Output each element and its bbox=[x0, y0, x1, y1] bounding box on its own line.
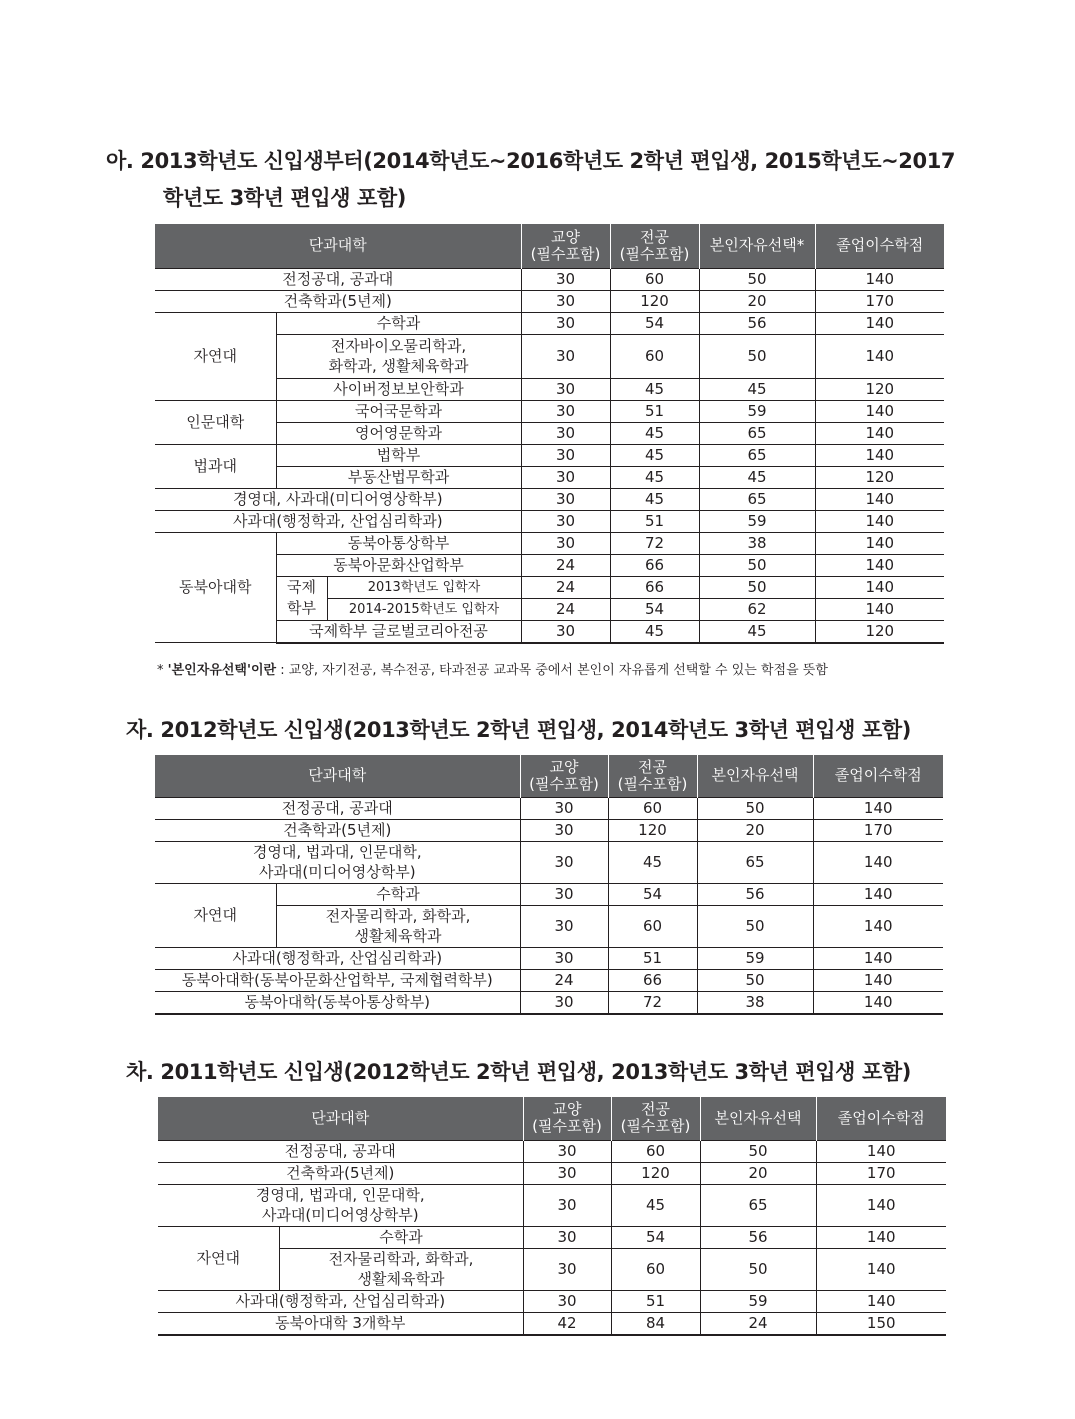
header-college: 단과대학 bbox=[158, 1097, 523, 1140]
table-row bbox=[155, 797, 943, 819]
footnote-marker: * bbox=[157, 663, 164, 678]
major-credits: 51 bbox=[611, 1290, 700, 1312]
free-credits: 50 bbox=[700, 1248, 816, 1290]
row-name: 전정공대, 공과대 bbox=[155, 797, 520, 819]
row-name: 부동산법무학과 bbox=[276, 466, 521, 488]
major-credits: 66 bbox=[610, 554, 699, 576]
row-name: 법학부 bbox=[276, 444, 521, 466]
row-name-l1: 전자물리학과, 화학과, bbox=[328, 1250, 474, 1268]
header-general-l2: (필수포함) bbox=[529, 774, 599, 793]
free-credits: 62 bbox=[699, 598, 815, 620]
general-credits: 30 bbox=[521, 312, 610, 334]
free-credits: 50 bbox=[699, 334, 815, 378]
header-major-l2: (필수포함) bbox=[619, 244, 690, 263]
total-credits: 140 bbox=[815, 444, 944, 466]
free-credits: 65 bbox=[699, 444, 815, 466]
header-free: 본인자유선택 bbox=[700, 1097, 816, 1140]
header-major-l1: 전공 bbox=[640, 227, 669, 246]
row-name: 수학과 bbox=[276, 883, 520, 905]
major-credits: 120 bbox=[611, 1162, 700, 1184]
total-credits: 140 bbox=[815, 576, 944, 598]
table-row bbox=[155, 290, 944, 312]
major-credits: 60 bbox=[608, 905, 697, 947]
group-name: 인문대학 bbox=[155, 400, 276, 444]
general-credits: 30 bbox=[520, 905, 608, 947]
header-general bbox=[521, 224, 610, 268]
header-general bbox=[523, 1097, 611, 1140]
section-a-title-line2: 학년도 3학년 편입생 포함) bbox=[163, 186, 407, 210]
row-name: 국어국문학과 bbox=[276, 400, 521, 422]
general-credits: 30 bbox=[523, 1290, 611, 1312]
row-name: 동북아통상학부 bbox=[276, 532, 521, 554]
general-credits: 24 bbox=[521, 598, 610, 620]
row-name: 수학과 bbox=[279, 1226, 523, 1248]
major-credits: 51 bbox=[610, 400, 699, 422]
row-name: 경영대, 사과대(미디어영상학부) bbox=[155, 488, 521, 510]
free-credits: 65 bbox=[699, 422, 815, 444]
general-credits: 30 bbox=[520, 883, 608, 905]
major-credits: 45 bbox=[610, 620, 699, 643]
general-credits: 30 bbox=[521, 620, 610, 643]
major-credits: 72 bbox=[610, 532, 699, 554]
header-row bbox=[155, 755, 943, 797]
general-credits: 30 bbox=[520, 819, 608, 841]
header-general bbox=[520, 755, 608, 797]
major-credits: 45 bbox=[610, 444, 699, 466]
header-general-l2: (필수포함) bbox=[532, 1117, 602, 1136]
row-name: 전정공대, 공과대 bbox=[158, 1140, 523, 1162]
total-credits: 140 bbox=[813, 883, 943, 905]
major-credits: 45 bbox=[611, 1184, 700, 1226]
row-name-l1: 전자바이오물리학과, bbox=[330, 337, 467, 355]
row-name-l2: 생활체육학과 bbox=[357, 1270, 445, 1288]
subgroup-name-l1: 국제 bbox=[276, 576, 327, 598]
general-credits: 30 bbox=[523, 1162, 611, 1184]
total-credits: 140 bbox=[815, 400, 944, 422]
group-name: 자연대 bbox=[158, 1226, 279, 1290]
total-credits: 140 bbox=[813, 905, 943, 947]
general-credits: 30 bbox=[521, 334, 610, 378]
table-row bbox=[158, 1140, 946, 1162]
free-credits: 56 bbox=[697, 883, 813, 905]
free-credits: 56 bbox=[699, 312, 815, 334]
major-credits: 45 bbox=[610, 422, 699, 444]
row-name: 동북아문화산업학부 bbox=[276, 554, 521, 576]
row-name-l2: 화학과, 생활체육학과 bbox=[328, 357, 469, 375]
row-name-l2: 사과대(미디어영상학부) bbox=[261, 1206, 419, 1224]
major-credits: 120 bbox=[610, 290, 699, 312]
total-credits: 140 bbox=[816, 1248, 946, 1290]
row-name: 전정공대, 공과대 bbox=[155, 268, 521, 290]
group-name: 동북아대학 bbox=[155, 532, 276, 643]
table-row bbox=[158, 1226, 946, 1248]
table-row bbox=[155, 510, 944, 532]
general-credits: 30 bbox=[521, 422, 610, 444]
free-credits: 20 bbox=[700, 1162, 816, 1184]
row-name-l1: 전자물리학과, 화학과, bbox=[325, 907, 471, 925]
general-credits: 30 bbox=[521, 378, 610, 400]
free-credits: 50 bbox=[697, 969, 813, 991]
credit-table-2011 bbox=[158, 1097, 946, 1336]
header-total: 졸업이수학점 bbox=[815, 224, 944, 268]
general-credits: 24 bbox=[520, 969, 608, 991]
total-credits: 140 bbox=[816, 1184, 946, 1226]
group-name: 법과대 bbox=[155, 444, 276, 488]
header-major bbox=[610, 224, 699, 268]
header-total: 졸업이수학점 bbox=[816, 1097, 946, 1140]
major-credits: 60 bbox=[610, 334, 699, 378]
row-name: 국제학부 글로벌코리아전공 bbox=[276, 620, 521, 643]
table-row bbox=[155, 947, 943, 969]
row-name: 2013학년도 입학자 bbox=[327, 576, 521, 598]
total-credits: 140 bbox=[815, 554, 944, 576]
header-row bbox=[158, 1097, 946, 1140]
general-credits: 24 bbox=[521, 576, 610, 598]
major-credits: 51 bbox=[610, 510, 699, 532]
total-credits: 140 bbox=[815, 510, 944, 532]
free-credits: 59 bbox=[699, 510, 815, 532]
major-credits: 66 bbox=[608, 969, 697, 991]
total-credits: 140 bbox=[813, 969, 943, 991]
footnote-term: '본인자유선택'이란 bbox=[167, 663, 277, 678]
total-credits: 150 bbox=[816, 1312, 946, 1335]
major-credits: 60 bbox=[611, 1140, 700, 1162]
free-credits: 24 bbox=[700, 1312, 816, 1335]
table-row bbox=[155, 841, 943, 883]
free-credits: 45 bbox=[699, 466, 815, 488]
major-credits: 45 bbox=[610, 488, 699, 510]
header-college: 단과대학 bbox=[155, 755, 520, 797]
general-credits: 30 bbox=[521, 268, 610, 290]
major-credits: 45 bbox=[610, 378, 699, 400]
table-row bbox=[158, 1162, 946, 1184]
free-credits: 65 bbox=[697, 841, 813, 883]
major-credits: 45 bbox=[608, 841, 697, 883]
row-name: 동북아대학(동북아문화산업학부, 국제협력학부) bbox=[155, 969, 520, 991]
row-name bbox=[276, 334, 521, 378]
total-credits: 140 bbox=[813, 991, 943, 1014]
free-credits: 50 bbox=[697, 905, 813, 947]
section-c-title: 차. 2011학년도 신입생(2012학년도 2학년 편입생, 2013학년도 3학년 편입생 포함) bbox=[126, 1060, 911, 1084]
general-credits: 30 bbox=[520, 947, 608, 969]
free-credits: 65 bbox=[700, 1184, 816, 1226]
subgroup-name-l2: 학부 bbox=[276, 598, 327, 620]
group-name: 자연대 bbox=[155, 883, 276, 947]
general-credits: 42 bbox=[523, 1312, 611, 1335]
general-credits: 30 bbox=[520, 797, 608, 819]
table-row bbox=[155, 312, 944, 334]
free-credits: 50 bbox=[699, 576, 815, 598]
header-free: 본인자유선택* bbox=[699, 224, 815, 268]
free-credits: 38 bbox=[699, 532, 815, 554]
free-credits: 50 bbox=[699, 268, 815, 290]
footnote-text: : 교양, 자기전공, 복수전공, 타과전공 교과목 중에서 본인이 자유롭게 선택할 수 있는 학점을 뜻함 bbox=[280, 663, 828, 678]
general-credits: 30 bbox=[523, 1184, 611, 1226]
row-name: 건축학과(5년제) bbox=[158, 1162, 523, 1184]
header-major-l1: 전공 bbox=[641, 1100, 670, 1119]
header-major bbox=[608, 755, 697, 797]
row-name: 2014-2015학년도 입학자 bbox=[327, 598, 521, 620]
major-credits: 72 bbox=[608, 991, 697, 1014]
table-row bbox=[155, 532, 944, 554]
general-credits: 24 bbox=[521, 554, 610, 576]
free-credits: 59 bbox=[697, 947, 813, 969]
free-credits: 59 bbox=[700, 1290, 816, 1312]
general-credits: 30 bbox=[523, 1226, 611, 1248]
row-name-l2: 생활체육학과 bbox=[354, 927, 442, 945]
total-credits: 140 bbox=[815, 268, 944, 290]
credit-table-2012 bbox=[155, 755, 943, 1015]
row-name: 사이버정보보안학과 bbox=[276, 378, 521, 400]
table-row bbox=[155, 883, 943, 905]
major-credits: 60 bbox=[610, 268, 699, 290]
general-credits: 30 bbox=[521, 510, 610, 532]
header-total: 졸업이수학점 bbox=[813, 755, 943, 797]
free-credits: 45 bbox=[699, 620, 815, 643]
total-credits: 170 bbox=[813, 819, 943, 841]
general-credits: 30 bbox=[520, 841, 608, 883]
header-general-l1: 교양 bbox=[551, 227, 580, 246]
table-row bbox=[155, 969, 943, 991]
free-credits: 50 bbox=[700, 1140, 816, 1162]
row-name-l2: 사과대(미디어영상학부) bbox=[258, 863, 416, 881]
free-credits: 65 bbox=[699, 488, 815, 510]
row-name bbox=[158, 1184, 523, 1226]
general-credits: 30 bbox=[521, 466, 610, 488]
group-name: 자연대 bbox=[155, 312, 276, 400]
row-name: 수학과 bbox=[276, 312, 521, 334]
total-credits: 120 bbox=[815, 620, 944, 643]
table-row bbox=[155, 488, 944, 510]
row-name bbox=[155, 841, 520, 883]
total-credits: 140 bbox=[813, 947, 943, 969]
header-major bbox=[611, 1097, 700, 1140]
row-name-l1: 경영대, 법과대, 인문대학, bbox=[255, 1186, 425, 1204]
total-credits: 140 bbox=[815, 532, 944, 554]
row-name: 영어영문학과 bbox=[276, 422, 521, 444]
major-credits: 54 bbox=[610, 312, 699, 334]
section-a-title-line1: 아. 2013학년도 신입생부터(2014학년도~2016학년도 2학년 편입생, 2015학년도~2017 bbox=[106, 149, 956, 173]
general-credits: 30 bbox=[520, 991, 608, 1014]
total-credits: 140 bbox=[815, 422, 944, 444]
table-row bbox=[155, 400, 944, 422]
major-credits: 51 bbox=[608, 947, 697, 969]
row-name bbox=[276, 905, 520, 947]
footnote bbox=[157, 659, 828, 678]
free-credits: 38 bbox=[697, 991, 813, 1014]
row-name: 사과대(행정학과, 산업심리학과) bbox=[155, 947, 520, 969]
row-name-l1: 경영대, 법과대, 인문대학, bbox=[252, 843, 422, 861]
header-major-l2: (필수포함) bbox=[620, 1117, 691, 1136]
total-credits: 140 bbox=[816, 1290, 946, 1312]
major-credits: 60 bbox=[608, 797, 697, 819]
row-name: 사과대(행정학과, 산업심리학과) bbox=[155, 510, 521, 532]
major-credits: 60 bbox=[611, 1248, 700, 1290]
section-b-title: 자. 2012학년도 신입생(2013학년도 2학년 편입생, 2014학년도 3학년 편입생 포함) bbox=[126, 718, 911, 742]
table-row bbox=[155, 268, 944, 290]
free-credits: 20 bbox=[697, 819, 813, 841]
header-general-l1: 교양 bbox=[549, 757, 579, 776]
header-college: 단과대학 bbox=[155, 224, 521, 268]
free-credits: 45 bbox=[699, 378, 815, 400]
free-credits: 50 bbox=[697, 797, 813, 819]
free-credits: 59 bbox=[699, 400, 815, 422]
header-general-l1: 교양 bbox=[552, 1100, 582, 1119]
table-row bbox=[158, 1312, 946, 1335]
total-credits: 120 bbox=[815, 466, 944, 488]
general-credits: 30 bbox=[523, 1140, 611, 1162]
total-credits: 140 bbox=[815, 312, 944, 334]
credit-table-2013 bbox=[155, 224, 944, 644]
row-name: 동북아대학(동북아통상학부) bbox=[155, 991, 520, 1014]
total-credits: 170 bbox=[815, 290, 944, 312]
header-major-l2: (필수포함) bbox=[617, 774, 688, 793]
major-credits: 54 bbox=[611, 1226, 700, 1248]
major-credits: 66 bbox=[610, 576, 699, 598]
major-credits: 45 bbox=[610, 466, 699, 488]
total-credits: 140 bbox=[816, 1140, 946, 1162]
general-credits: 30 bbox=[523, 1248, 611, 1290]
general-credits: 30 bbox=[521, 488, 610, 510]
row-name: 사과대(행정학과, 산업심리학과) bbox=[158, 1290, 523, 1312]
table-row bbox=[158, 1290, 946, 1312]
general-credits: 30 bbox=[521, 444, 610, 466]
total-credits: 140 bbox=[815, 598, 944, 620]
table-row bbox=[155, 819, 943, 841]
general-credits: 30 bbox=[521, 290, 610, 312]
general-credits: 30 bbox=[521, 400, 610, 422]
major-credits: 54 bbox=[610, 598, 699, 620]
total-credits: 140 bbox=[813, 797, 943, 819]
total-credits: 120 bbox=[815, 378, 944, 400]
row-name bbox=[279, 1248, 523, 1290]
row-name: 건축학과(5년제) bbox=[155, 819, 520, 841]
total-credits: 140 bbox=[813, 841, 943, 883]
row-name: 건축학과(5년제) bbox=[155, 290, 521, 312]
free-credits: 20 bbox=[699, 290, 815, 312]
header-free: 본인자유선택 bbox=[697, 755, 813, 797]
total-credits: 140 bbox=[815, 334, 944, 378]
general-credits: 30 bbox=[521, 532, 610, 554]
free-credits: 56 bbox=[700, 1226, 816, 1248]
free-credits: 50 bbox=[699, 554, 815, 576]
table-row bbox=[155, 991, 943, 1014]
total-credits: 140 bbox=[816, 1226, 946, 1248]
major-credits: 120 bbox=[608, 819, 697, 841]
header-row bbox=[155, 224, 944, 268]
header-major-l1: 전공 bbox=[638, 757, 667, 776]
total-credits: 170 bbox=[816, 1162, 946, 1184]
table-row bbox=[155, 444, 944, 466]
row-name: 동북아대학 3개학부 bbox=[158, 1312, 523, 1335]
table-row bbox=[158, 1184, 946, 1226]
header-general-l2: (필수포함) bbox=[530, 244, 601, 263]
major-credits: 54 bbox=[608, 883, 697, 905]
major-credits: 84 bbox=[611, 1312, 700, 1335]
total-credits: 140 bbox=[815, 488, 944, 510]
